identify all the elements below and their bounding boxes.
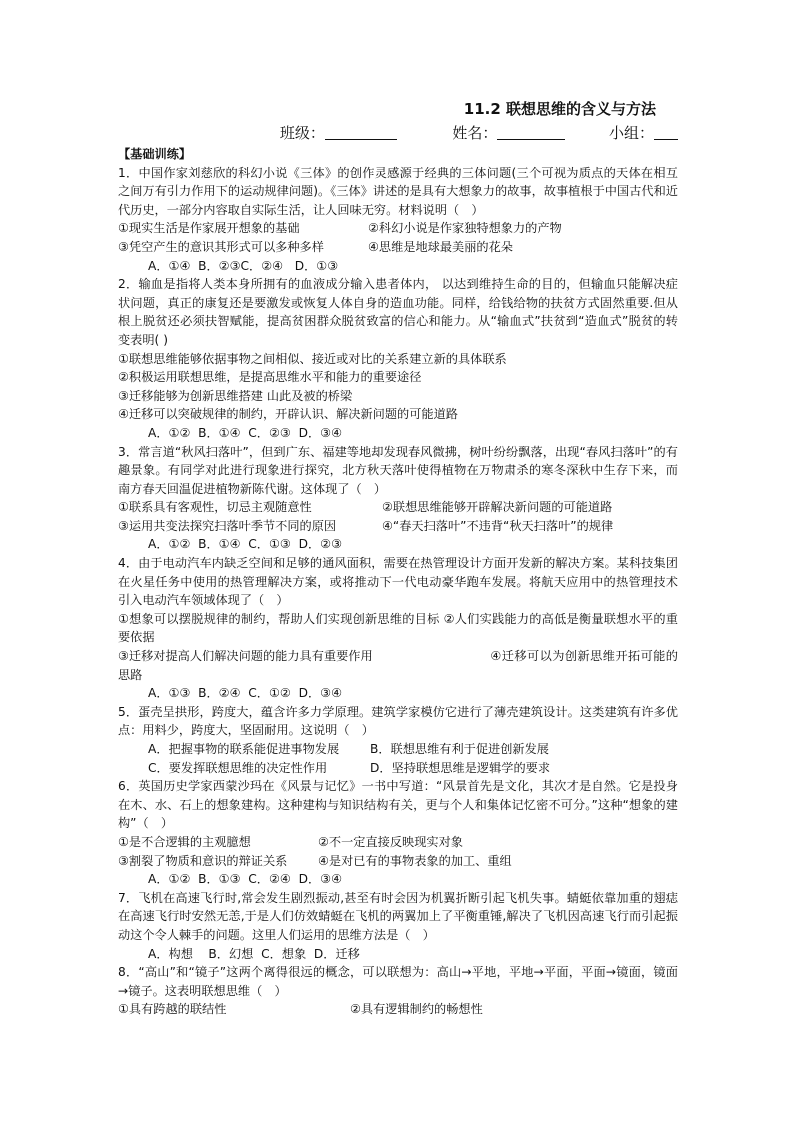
question-3: 3．常言道“秋风扫落叶”，但到广东、福建等地却发现春风微拂，树叶纷纷飘落，出现“春风扫落叶”的有趣景象。有同学对此进行现象进行探究，北方秋天落叶使得植物在万物肃杀的寒冬深秋中生存下来，而南方春天回温促进植物新陈代谢。这体现了（ ）: [118, 444, 678, 496]
q3-options-row-1: [118, 498, 678, 517]
q6-option-3: ③割裂了物质和意识的辩证关系: [118, 853, 288, 868]
q8-option-1: ①具有跨越的联结性: [118, 1002, 227, 1017]
q3-option-2: ②联想思维能够开辟解决新问题的可能道路: [382, 500, 613, 515]
q1-option-2: ②科幻小说是作家独特想象力的产物: [368, 221, 562, 236]
q4-option-1: ①想象可以摆脱规律的制约，帮助人们实现创新思维的目标: [118, 611, 440, 626]
q3-option-1: ①联系具有客观性，切忌主观随意性: [118, 500, 312, 515]
q1-options-row-1: [118, 219, 678, 238]
q3-options-row-2: [118, 517, 678, 536]
worksheet-page: [118, 98, 678, 1019]
name-label: 姓名：: [452, 124, 498, 142]
q4-option-3: ③迁移对提高人们解决问题的能力具有重要作用: [118, 649, 373, 664]
q5-options-row-1: [118, 740, 678, 759]
q6-option-1: ①是不合逻辑的主观臆想: [118, 834, 251, 849]
q3-option-4: ④“春天扫落叶”不违背“秋天扫落叶”的规律: [382, 518, 614, 533]
q4-options-3-4: [118, 647, 678, 684]
question-4: 4．由于电动汽车内缺乏空间和足够的通风面积，需要在热管理设计方面开发新的解决方案。某科技集团在火星任务中使用的热管理解决方案，或将推动下一代电动豪华跑车发展。将航天应用中的热管理技术引入电动汽车领域体现了（ ）: [118, 556, 678, 608]
q6-answers[interactable]: A．①② B．①③ C．②④ D．③④: [148, 872, 342, 887]
section-heading: 【基础训练】: [118, 147, 192, 161]
question-2: 2．输血是指将人类本身所拥有的血液成分输入患者体内， 以达到维持生命的目的，但输血只能解决症状问题，真正的康复还是要激发或恢复人体自身的造血功能。同样，给钱给物的扶贫方式固然重要.但从根上脱贫还必须扶智赋能，提高贫困群众脱贫致富的信心和能力。从“输血式”扶贫到“造血式”脱贫的转变表明( ): [118, 277, 678, 347]
class-blank[interactable]: [325, 123, 397, 140]
q5-option-a[interactable]: A．把握事物的联系能促进事物发展: [148, 742, 340, 756]
q6-option-4: ④是对已有的事物表象的加工、重组: [318, 853, 512, 868]
q5-options-row-2: [118, 759, 678, 778]
question-5: 5．蛋壳呈拱形，跨度大，蕴含许多力学原理。建筑学家模仿它进行了薄壳建筑设计。这类建筑有许多优点：用料少，跨度大，坚固耐用。这说明（ ）: [118, 704, 678, 738]
q4-options-1-2: [118, 610, 678, 647]
question-6: 6．英国历史学家西蒙沙玛在《风景与记忆》一书中写道：“风景首先是文化，其次才是自然。它是投身在木、水、石上的想象建构。这种建构与知识结构有关，更与个人和集体记忆密不可分。”这种“想象的建构”（ ）: [118, 779, 678, 831]
question-1: 1．中国作家刘慈欣的科幻小说《三体》的创作灵感源于经典的三体问题(三个可视为质点的天体在相互之间万有引力作用下的运动规律问题)。《三体》讲述的是具有大想象力的故事，故事植根于中国古代和近代历史，一部分内容取自实际生活，让人回味无穷。材料说明（ ）: [118, 165, 678, 217]
q2-option-2: ②积极运用联想思维，是提高思维水平和能力的重要途径: [118, 370, 422, 385]
q4-option-4: ④迁移可以为创新思维开拓可能的思路: [118, 649, 678, 682]
page-title: 11.2 联想思维的含义与方法: [463, 100, 656, 118]
group-blank[interactable]: [654, 123, 678, 140]
student-info-line: [118, 121, 678, 145]
q4-option-2: ②人们实践能力的高低是衡量联想水平的重要依据: [118, 611, 678, 645]
q7-answers[interactable]: A．构想 B．幻想 C．想象 D．迁移: [148, 946, 360, 961]
group-label: 小组：: [608, 124, 654, 142]
q5-option-b[interactable]: B．联想思维有利于促进创新发展: [370, 742, 549, 756]
q1-option-4: ④思维是地球最美丽的花朵: [368, 239, 513, 254]
q4-answers[interactable]: A．①③ B．②④ C．①② D．③④: [148, 686, 342, 701]
q2-option-4: ④迁移可以突破规律的制约，开辟认识、解决新问题的可能道路: [118, 407, 458, 422]
q8-options-row-1: [118, 1000, 678, 1019]
q2-answers[interactable]: A．①② B．①④ C．②③ D．③④: [148, 425, 342, 440]
q1-option-3: ③凭空产生的意识其形式可以多种多样: [118, 239, 324, 254]
q1-option-1: ①现实生活是作家展开想象的基础: [118, 221, 300, 236]
q2-option-3: ③迁移能够为创新思维搭建 山此及被的桥梁: [118, 388, 353, 403]
q6-options-row-2: [118, 852, 678, 871]
q1-answers[interactable]: A．①④ B．②③C．②④ D．①③: [148, 258, 339, 273]
q6-options-row-1: [118, 833, 678, 852]
q5-option-d[interactable]: D．坚持联想思维是逻辑学的要求: [370, 760, 551, 775]
q3-answers[interactable]: A．①② B．①④ C．①③ D．②③: [148, 537, 342, 552]
q1-options-row-2: [118, 238, 678, 257]
q3-option-3: ③运用共变法探究扫落叶季节不同的原因: [118, 518, 337, 533]
q5-option-c[interactable]: C．要发挥联想思维的决定性作用: [148, 760, 328, 775]
q2-option-1: ①联想思维能够依据事物之间相似、接近或对比的关系建立新的具体联系: [118, 351, 507, 366]
q8-option-2: ②具有逻辑制约的畅想性: [350, 1002, 483, 1017]
question-7: 7．飞机在高速飞行时,常会发生剧烈振动,甚至有时会因为机翼折断引起飞机失事。蜻蜓依靠加重的翅痣在高速飞行时安然无恙,于是人们仿效蜻蜓在飞机的两翼加上了平衡重锤,解决了飞机因高速飞行而引起振动这个令人棘手的问题。这里人们运用的思维方法是（ ）: [118, 890, 678, 942]
class-label: 班级：: [279, 124, 325, 142]
question-8: 8．“高山”和“镜子”这两个离得很远的概念，可以联想为：高山→平地，平地→平面，平面→镜面，镜面→镜子。这表明联想思维（ ）: [118, 965, 678, 998]
q6-option-2: ②不一定直接反映现实对象: [318, 834, 463, 849]
name-blank[interactable]: [497, 123, 565, 140]
